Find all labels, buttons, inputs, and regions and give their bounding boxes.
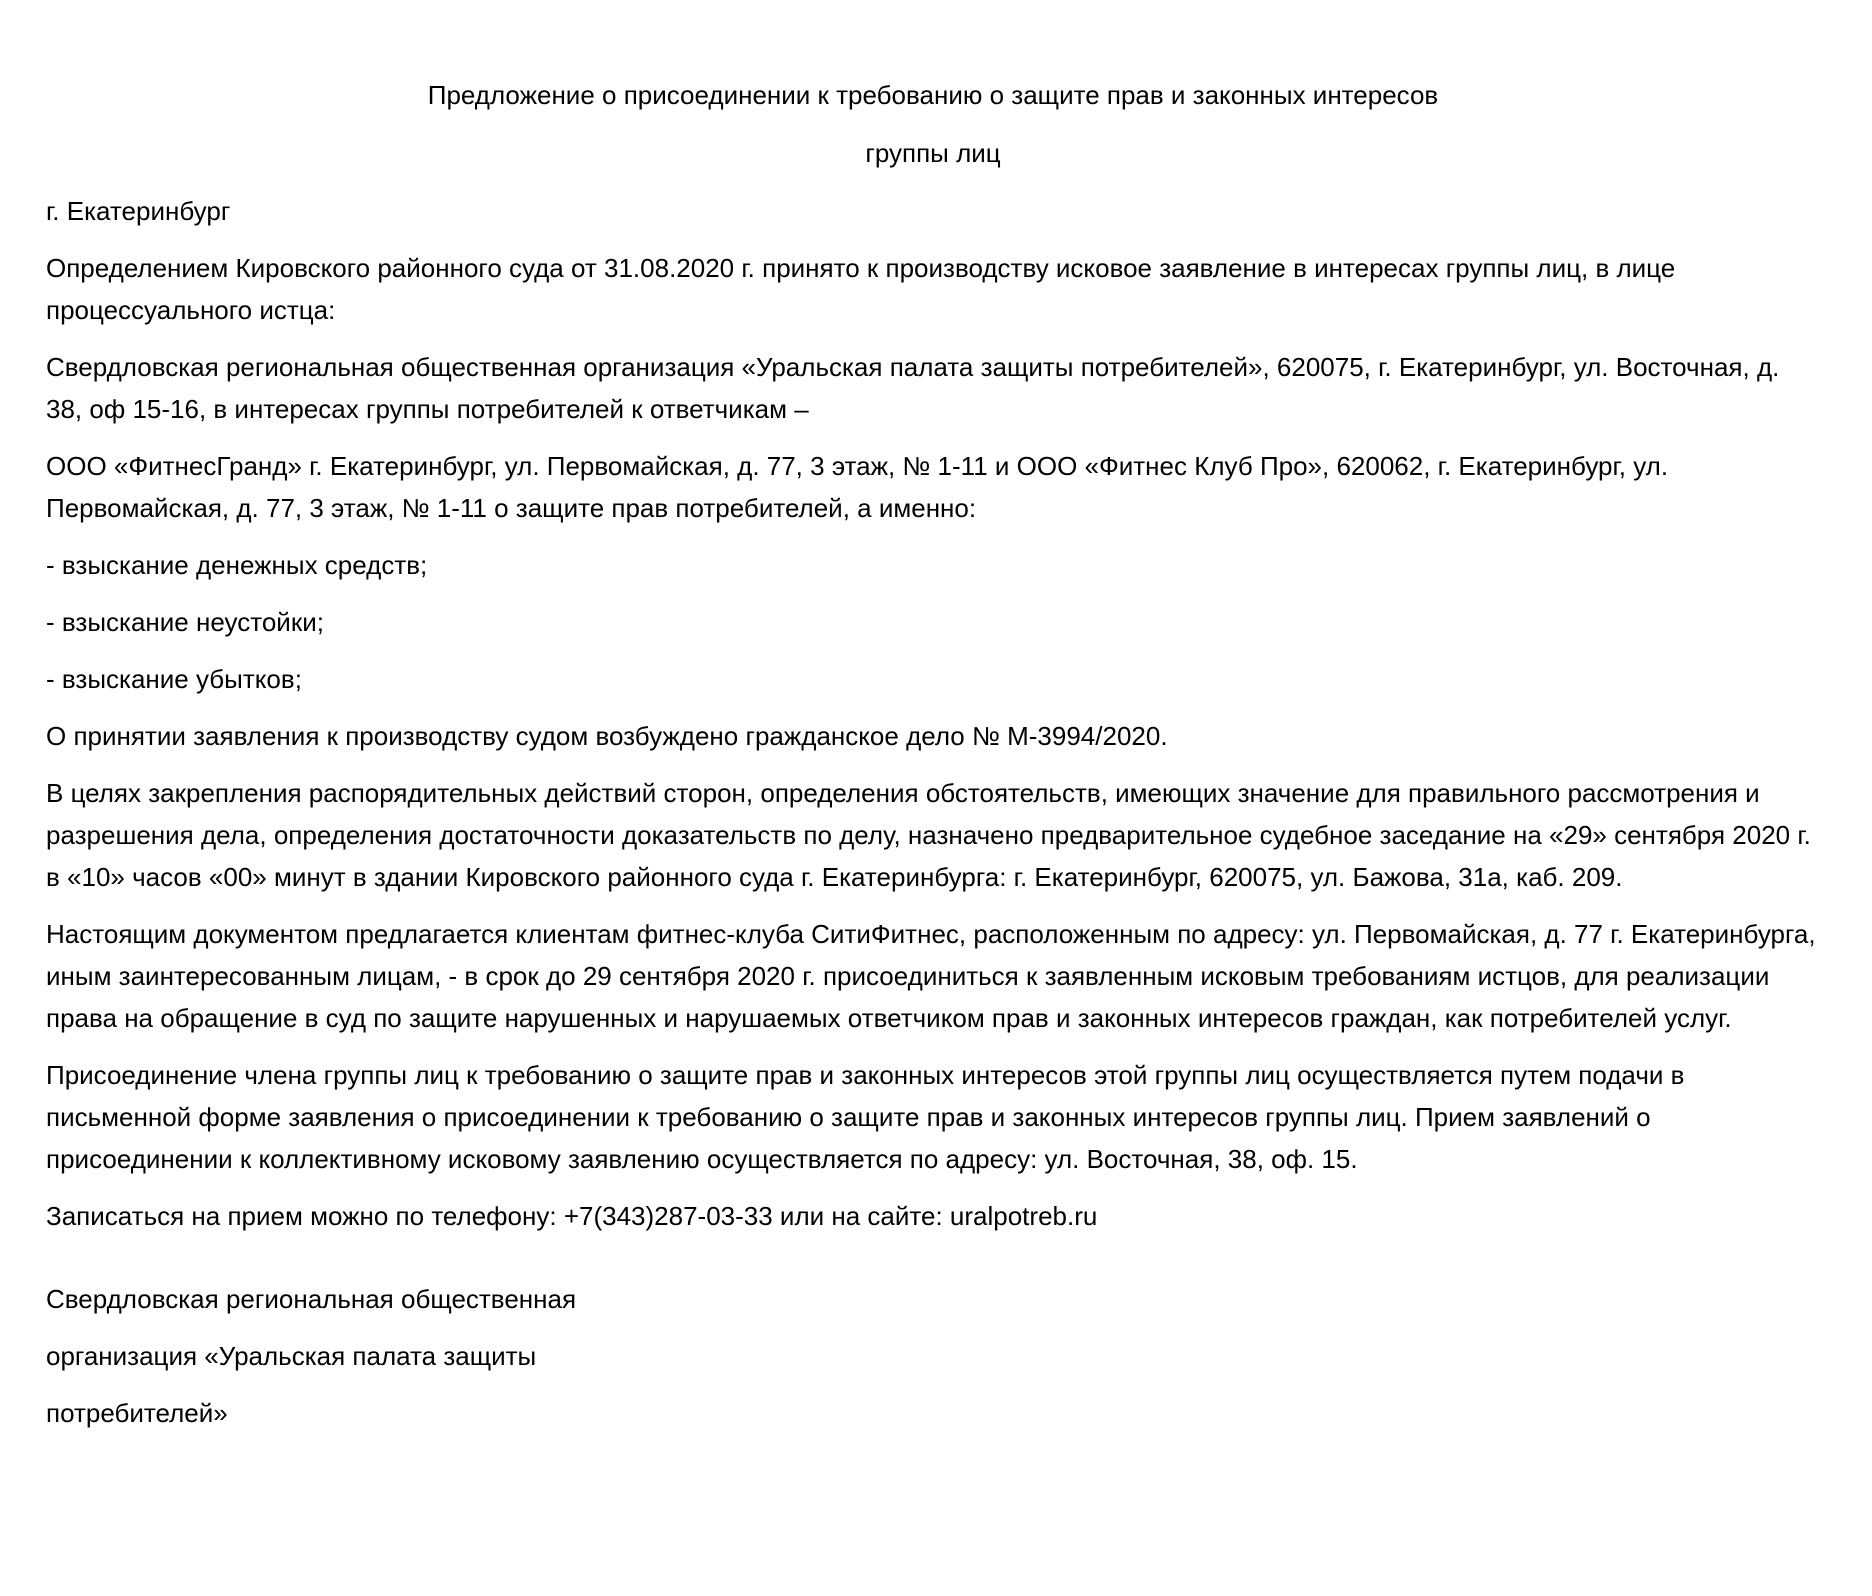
document-title-line-2: группы лиц [865,138,1001,168]
claim-item-losses: - взыскание убытков; [46,664,302,694]
claim-item-penalty: - взыскание неустойки; [46,607,324,637]
paragraph-case-number: О принятии заявления к производству судом возбуждено гражданское дело № М-3994/2020. [46,721,1168,751]
document-city: г. Екатеринбург [46,196,231,226]
claim-item-money: - взыскание денежных средств; [46,550,428,580]
signature-line-3: потребителей» [46,1398,228,1428]
paragraph-invitation: Настоящим документом предлагается клиентам фитнес-клуба СитиФитнес, расположенным по адресу: ул. Первомайская, д. 77 г. Екатеринбурга, иным заинтересованным лицам, - в срок до 29 сентября 2020 г. присоединиться к заявленным исковым требованиям истцов, для реализации права на обращение в суд по защите нарушенных и нарушаемых ответчиком прав и законных интересов граждан, как потребителей услуг. [46,919,1816,1033]
signature-line-1: Свердловская региональная общественная [46,1284,577,1314]
signature-line-2: организация «Уральская палата защиты [46,1341,537,1371]
paragraph-contacts: Записаться на прием можно по телефону: +7(343)287-03-33 или на сайте: uralpotreb.ru [46,1201,1098,1231]
paragraph-plaintiff: Свердловская региональная общественная организация «Уральская палата защиты потребителей», 620075, г. Екатеринбург, ул. Восточная, д. 38, оф 15-16, в интересах группы потребителей к ответчикам – [46,352,1780,424]
document-title-line-1: Предложение о присоединении к требованию о защите прав и законных интересов [427,80,1439,110]
paragraph-defendants: ООО «ФитнесГранд» г. Екатеринбург, ул. Первомайская, д. 77, 3 этаж, № 1-11 и ООО «Фитнес Клуб Про», 620062, г. Екатеринбург, ул. Первомайская, д. 77, 3 этаж, № 1-11 о защите прав потребителей, а именно: [46,451,1669,523]
signature-block [46,1278,1820,1434]
paragraph-court-ruling: Определением Кировского районного суда от 31.08.2020 г. принято к производству исковое заявление в интересах группы лиц, в лице процессуального истца: [46,253,1676,325]
paragraph-joining-procedure: Присоединение члена группы лиц к требованию о защите прав и законных интересов этой группы лиц осуществляется путем подачи в письменной форме заявления о присоединении к требованию о защите прав и законных интересов группы лиц. Прием заявлений о присоединении к коллективному исковому заявлению осуществляется по адресу: ул. Восточная, 38, оф. 15. [46,1060,1685,1174]
paragraph-hearing: В целях закрепления распорядительных действий сторон, определения обстоятельств, имеющих значение для правильного рассмотрения и разрешения дела, определения достаточности доказательств по делу, назначено предварительное судебное заседание на «29» сентября 2020 г. в «10» часов «00» минут в здании Кировского районного суда г. Екатеринбурга: г. Екатеринбург, 620075, ул. Бажова, 31а, каб. 209. [46,778,1811,892]
